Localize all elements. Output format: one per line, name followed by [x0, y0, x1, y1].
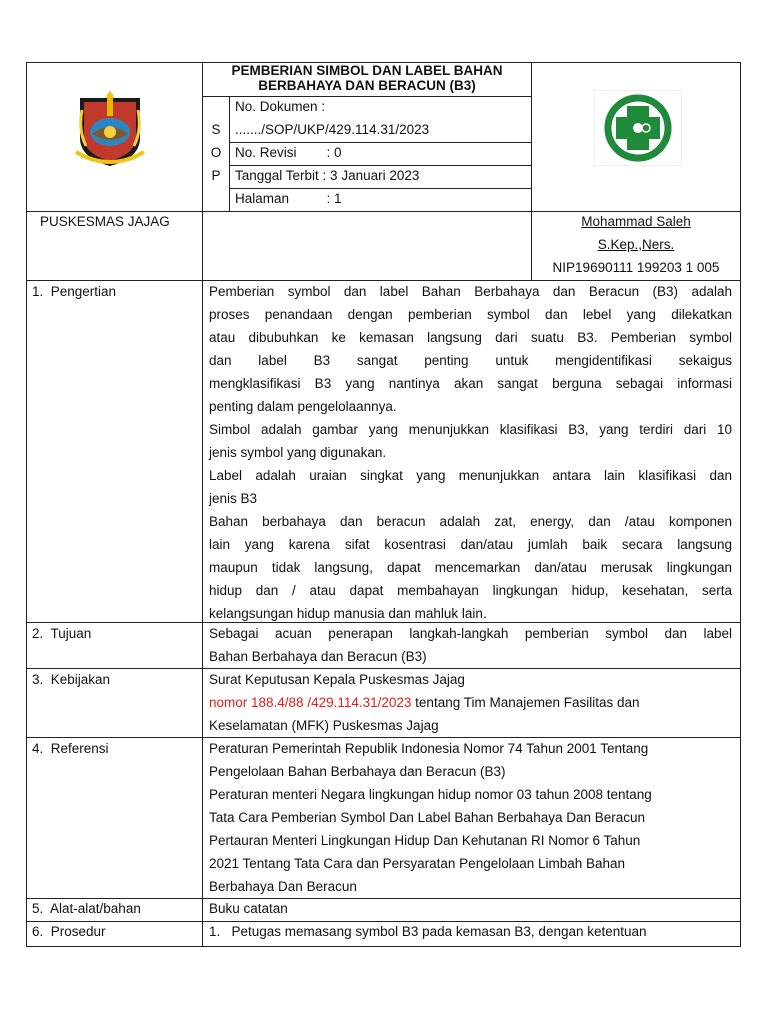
tujuan-line: Sebagai acuan penerapan langkah-langkah pemberian symbol dan label [209, 626, 732, 641]
tujuan-line: Bahan Berbahaya dan Beracun (B3) [209, 649, 427, 664]
page-number: Halaman : 1 [235, 191, 342, 206]
referensi-text [209, 737, 732, 898]
prosedur-step-1: 1. Petugas memasang symbol B3 pada kemasan B3, dengan ketentuan [209, 924, 647, 939]
referensi-line: Pengelolaan Bahan Berbahaya dan Beracun (B3) [209, 764, 506, 779]
label-pengertian: 1. Pengertian [32, 284, 117, 299]
pengertian-line: Pemberian symbol dan label Bahan Berbahaya dan Beracun (B3) adalah [209, 284, 732, 299]
alat-bahan-value: Buku catatan [209, 901, 288, 916]
pengertian-line: jenis symbol yang digunakan. [209, 445, 387, 460]
pengertian-line: lain yang karena sifat kosentrasi dan/atau jumlah baik secara langsung [209, 537, 732, 552]
sop-letter-s: S [211, 122, 221, 137]
pengertian-line: Simbol adalah gambar yang menunjukkan klasifikasi B3, yang terdiri dari 10 [209, 422, 732, 437]
pengertian-line: Bahan berbahaya dan beracun adalah zat, energy, dan /atau komponen [209, 514, 732, 529]
referensi-line: Peraturan menteri Negara lingkungan hidup nomor 03 tahun 2008 tentang [209, 787, 652, 802]
label-kebijakan: 3. Kebijakan [32, 672, 111, 687]
sop-letter-o: O [210, 145, 222, 160]
title-line-2: BERBAHAYA DAN BERACUN (B3) [258, 78, 476, 93]
referensi-line: Berbahaya Dan Beracun [209, 879, 357, 894]
label-alat-bahan: 5. Alat-alat/bahan [32, 901, 141, 916]
referensi-line: Pertauran Menteri Lingkungan Hidup Dan Kehutanan RI Nomor 6 Tahun [209, 833, 641, 848]
puskesmas-cross-logo [594, 90, 682, 166]
title-line-1: PEMBERIAN SIMBOL DAN LABEL BAHAN [231, 63, 503, 78]
pengertian-line: Label adalah uraian singkat yang menunjukkan antara lain klasifikasi dan [209, 468, 732, 483]
regency-emblem-logo [70, 90, 150, 170]
pengertian-line: dan label B3 sangat penting untuk mengidentifikasi sekaigus [209, 353, 732, 368]
sop-title [202, 63, 532, 93]
label-tujuan: 2. Tujuan [32, 626, 92, 641]
pengertian-line: proses penandaan dengan pemberian symbol dan lebel yang dilekatkan [209, 307, 732, 322]
kebijakan-line-2 [209, 691, 640, 714]
revision-number: No. Revisi : 0 [235, 145, 342, 160]
doc-number-value: ......./SOP/UKP/429.114.31/2023 [235, 122, 430, 137]
pengertian-line: atau dibubuhkan ke kemasan langsung dari suatu B3. Pemberian symbol [209, 330, 732, 345]
pengertian-line: mengklasifikasi B3 yang nantinya akan sangat berguna sebagai informasi [209, 376, 732, 391]
referensi-line: Tata Cara Pemberian Symbol Dan Label Bahan Berbahaya Dan Beracun [209, 810, 646, 825]
label-prosedur: 6. Prosedur [32, 924, 106, 939]
referensi-line: Peraturan Pemerintah Republik Indonesia Nomor 74 Tahun 2001 Tentang [209, 741, 649, 756]
pengertian-text [209, 280, 732, 625]
label-referensi: 4. Referensi [32, 741, 109, 756]
issue-date: Tanggal Terbit : 3 Januari 2023 [235, 168, 420, 183]
kebijakan-line-1: Surat Keputusan Kepala Puskesmas Jajag [209, 672, 465, 687]
tujuan-text [209, 622, 732, 668]
sop-letter-p: P [211, 168, 221, 183]
decree-number: nomor 188.4/88 /429.114.31/2023 [209, 695, 412, 710]
kebijakan-line-3: Keselamatan (MFK) Puskesmas Jajag [209, 718, 439, 733]
pengertian-line: penting dalam pengelolaannya. [209, 399, 397, 414]
pengertian-line: jenis B3 [209, 491, 258, 506]
kebijakan-line-2-rest: tentang Tim Manajemen Fasilitas dan [411, 695, 640, 710]
pengertian-line: kelangsungan hidup manusia dan mahluk lain. [209, 606, 487, 621]
pengertian-line: hidup dan / atau dapat membahayan lingkungan hidup, kesehatan, serta [209, 583, 732, 598]
referensi-line: 2021 Tentang Tata Cara dan Persyaratan Pengelolaan Limbah Bahan [209, 856, 626, 871]
pengertian-line: maupun tidak langsung, dapat mencemarkan dan/atau merusak lingkungan [209, 560, 732, 575]
signer-title: S.Kep.,Ners. [597, 237, 675, 252]
signer-name: Mohammad Saleh [581, 214, 691, 229]
organization-name: PUSKESMAS JAJAG [40, 214, 170, 229]
doc-number-label: No. Dokumen : [235, 99, 326, 114]
signer-nip: NIP19690111 199203 1 005 [552, 260, 720, 275]
